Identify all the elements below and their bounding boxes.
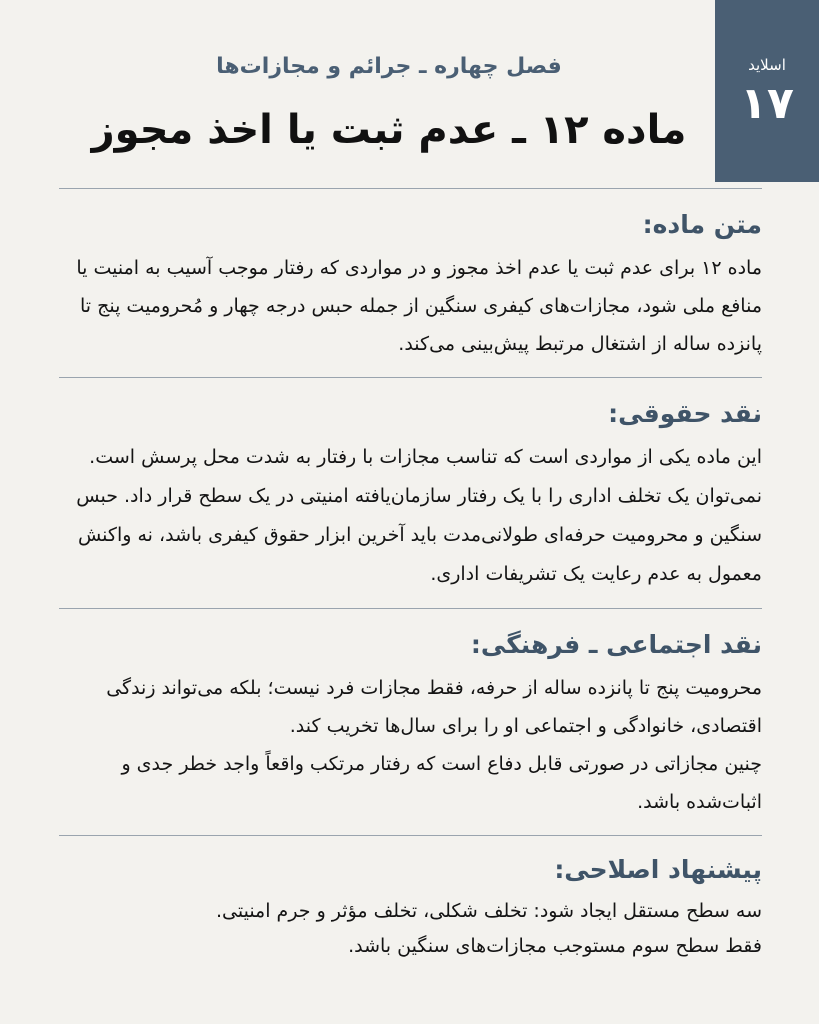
- section-title: پیشنهاد اصلاحی:: [554, 855, 762, 884]
- section-paragraph: ماده ۱۲ برای عدم ثبت یا عدم اخذ مجوز و در مواردی که رفتار موجب آسیب به امنیت یا منافع ملی شود، مجازات‌های کیفری سنگین از جمله حبس درجه چهار و مُحرومیت پنج تا پانزده ساله از اشتغال مرتبط پیش‌بینی می‌کند.: [76, 257, 762, 355]
- section-title: نقد اجتماعی ـ فرهنگی:: [470, 630, 762, 659]
- chapter-subtitle: فصل چهاره ـ جرائم و مجازات‌ها: [216, 54, 562, 79]
- section-title: متن ماده:: [642, 210, 762, 239]
- section-paragraph: این ماده یکی از مواردی است که تناسب مجازات با رفتار به شدت محل پرسش است. نمی‌توان یک تخلف اداری را با یک رفتار سازمان‌یافته امنیتی در یک سطح قرار داد. حبس سنگین و محرومیت حرفه‌ای طولانی‌مدت باید آخرین ابزار حقوق کیفری باشد، نه واکنش معمول به عدم رعایت یک تشریفات اداری.: [76, 446, 762, 585]
- section-paragraph: فقط سطح سوم مستوجب مجازات‌های سنگین باشد.: [348, 935, 762, 957]
- section-article-text: [59, 189, 762, 377]
- slide-label: اسلاید: [748, 56, 786, 74]
- section-reform-proposal: [59, 836, 762, 964]
- section-social-cultural-critique: [59, 609, 762, 835]
- section-paragraph: سه سطح مستقل ایجاد شود: تخلف شکلی، تخلف مؤثر و جرم امنیتی.: [215, 900, 762, 922]
- section-title: نقد حقوقی:: [608, 399, 762, 428]
- slide-content: [59, 188, 762, 964]
- section-paragraph: چنین مجازاتی در صورتی قابل دفاع است که رفتار مرتکب واقعاً واجد خطر جدی و اثبات‌شده باشد.: [121, 753, 762, 813]
- slide-title: ماده ۱۲ ـ عدم ثبت یا اخذ مجوز: [91, 107, 687, 153]
- section-legal-critique: [59, 378, 762, 608]
- slide-number: ۱۷: [740, 78, 794, 129]
- section-paragraph: محرومیت پنج تا پانزده ساله از حرفه، فقط مجازات فرد نیست؛ بلکه می‌تواند زندگی اقتصادی، خانوادگی و اجتماعی او را برای سال‌ها تخریب کند.: [106, 677, 762, 737]
- slide-number-badge: [715, 0, 819, 182]
- slide-header: [89, 46, 689, 162]
